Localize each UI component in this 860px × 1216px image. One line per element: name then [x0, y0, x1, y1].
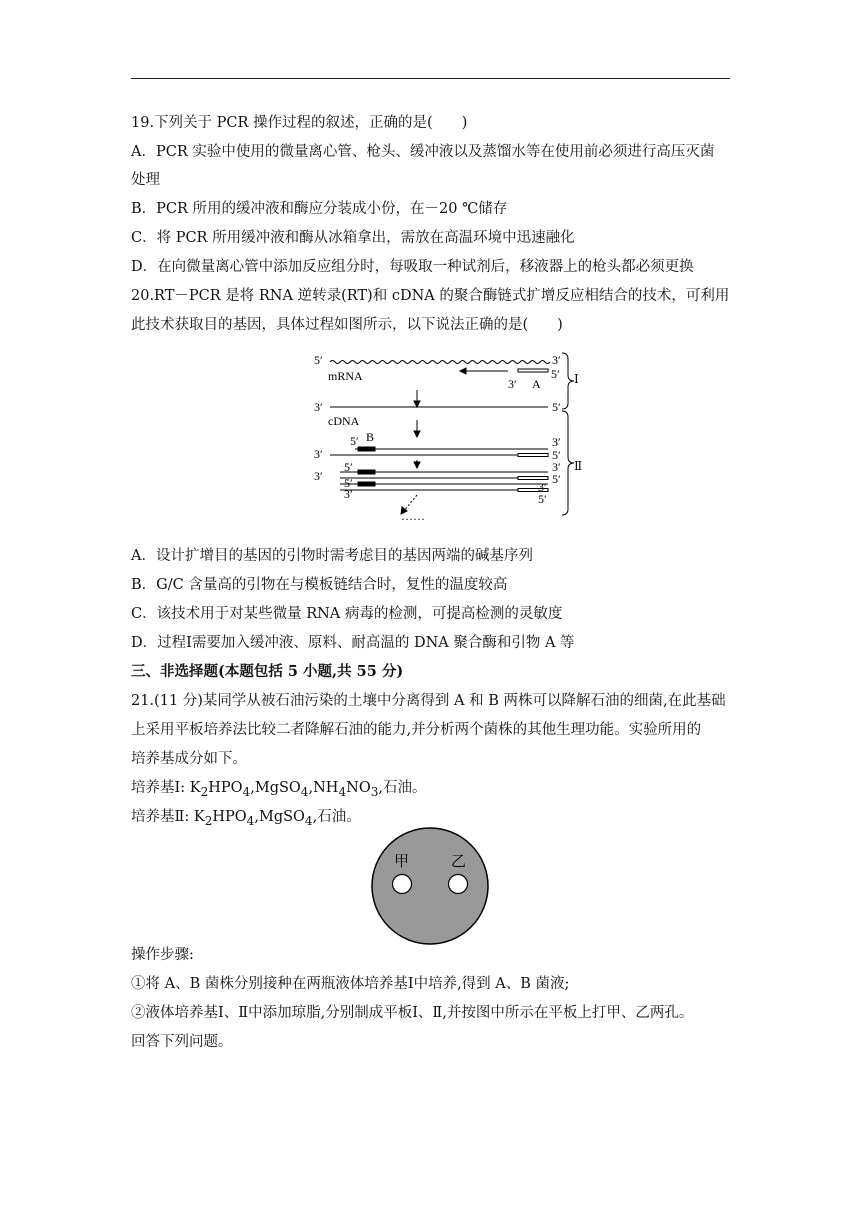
culture-plate: [372, 828, 488, 944]
q20-stem-line2: 此技术获取目的基因，具体过程如图所示，以下说法正确的是( ): [131, 317, 563, 333]
primer-a-label: A: [532, 377, 541, 391]
svg-text:5′: 5′: [551, 367, 560, 381]
q19-option-d: D．在向微量离心管中添加反应组分时，每吸取一种试剂后，移液器上的枪头都必须更换: [131, 259, 694, 275]
svg-text:3′: 3′: [314, 469, 323, 483]
header-rule: [131, 78, 730, 79]
mrna-strand: [330, 361, 550, 364]
stage-1-label: Ⅰ: [574, 372, 579, 386]
q20-option-b: B．G/C 含量高的引物在与模板链结合时，复性的温度较高: [131, 577, 508, 593]
hole-jia-label: 甲: [394, 854, 410, 870]
section-3-heading: 三、非选择题(本题包括 5 小题,共 55 分): [131, 663, 404, 680]
primer-a: [518, 369, 548, 372]
q19-option-c: C．将 PCR 所用缓冲液和酶从冰箱拿出，需放在高温环境中迅速融化: [131, 230, 575, 246]
cdna-label: cDNA: [328, 414, 360, 428]
mrna-label: mRNA: [328, 369, 363, 383]
stage-1-bracket: [562, 353, 574, 409]
step-2: ②液体培养基Ⅰ、Ⅱ中添加琼脂,分别制成平板Ⅰ、Ⅱ,并按图中所示在平板上打甲、乙两孔。: [131, 1005, 694, 1021]
svg-text:3′: 3′: [552, 435, 561, 449]
svg-text:3′: 3′: [552, 353, 561, 367]
hole-yi: [449, 875, 468, 894]
svg-text:3′: 3′: [344, 487, 353, 501]
medium-1-formula: 培养基Ⅰ: $K_2HPO_4,MgSO_4,NH_4NO_3$,石油。: [131, 780, 427, 799]
svg-text:5′: 5′: [552, 400, 561, 414]
svg-text:5′: 5′: [552, 472, 561, 486]
q20-option-c: C．该技术用于对某些微量 RNA 病毒的检测，可提高检测的灵敏度: [131, 606, 563, 622]
svg-text:3′: 3′: [538, 480, 547, 494]
q19-stem: 19.下列关于 PCR 操作过程的叙述，正确的是( ): [131, 115, 468, 131]
continuation-dots: ……: [401, 509, 425, 523]
q19-option-b: B．PCR 所用的缓冲液和酶应分装成小份，在－20 ℃储存: [131, 201, 508, 217]
svg-text:5′: 5′: [538, 492, 547, 506]
mrna-5-prime: 5′: [314, 353, 323, 367]
medium-2-formula: 培养基Ⅱ: $K_2HPO_4,MgSO_4$,石油。: [131, 809, 361, 828]
hole-jia: [393, 875, 412, 894]
q20-stem-line1: 20.RT－PCR 是将 RNA 逆转录(RT)和 cDNA 的聚合酶链式扩增反应相结合的技术，可利用: [131, 288, 730, 304]
culture-plate-diagram: [368, 826, 492, 950]
stage-2-bracket: [562, 411, 574, 515]
q19-option-a-cont: 处理: [131, 172, 160, 188]
answer-prompt: 回答下列问题。: [131, 1034, 233, 1050]
q19-option-a: A．PCR 实验中使用的微量离心管、枪头、缓冲液以及蒸馏水等在使用前必须进行高压灭菌: [131, 144, 715, 160]
svg-text:5′: 5′: [350, 434, 359, 448]
svg-text:3′: 3′: [508, 377, 517, 391]
q21-stem-line3: 培养基成分如下。: [131, 751, 247, 767]
svg-text:5′: 5′: [344, 476, 353, 490]
svg-text:5′: 5′: [344, 460, 353, 474]
primer-b-label: B: [366, 430, 375, 444]
q20-option-a: A．设计扩增目的基因的引物时需考虑目的基因两端的碱基序列: [131, 548, 533, 564]
hole-yi-label: 乙: [451, 854, 467, 870]
svg-text:3′: 3′: [552, 460, 561, 474]
q20-option-d: D．过程Ⅰ需要加入缓冲液、原料、耐高温的 DNA 聚合酶和引物 A 等: [131, 635, 575, 651]
svg-text:5′: 5′: [552, 448, 561, 462]
q21-stem-line1: 21.(11 分)某同学从被石油污染的土壤中分离得到 A 和 B 两株可以降解石油的细菌,在此基础: [131, 693, 726, 709]
steps-title: 操作步骤:: [131, 947, 194, 963]
stage-2-label: Ⅱ: [574, 459, 583, 473]
svg-text:3′: 3′: [314, 400, 323, 414]
q21-stem-line2: 上采用平板培养法比较二者降解石油的能力,并分析两个菌株的其他生理功能。实验所用的: [131, 722, 702, 738]
primer-b: [358, 447, 375, 451]
step-1: ①将 A、B 菌株分别接种在两瓶液体培养基Ⅰ中培养,得到 A、B 菌液;: [131, 976, 570, 992]
svg-text:3′: 3′: [314, 447, 323, 461]
rt-pcr-diagram: [300, 345, 590, 525]
